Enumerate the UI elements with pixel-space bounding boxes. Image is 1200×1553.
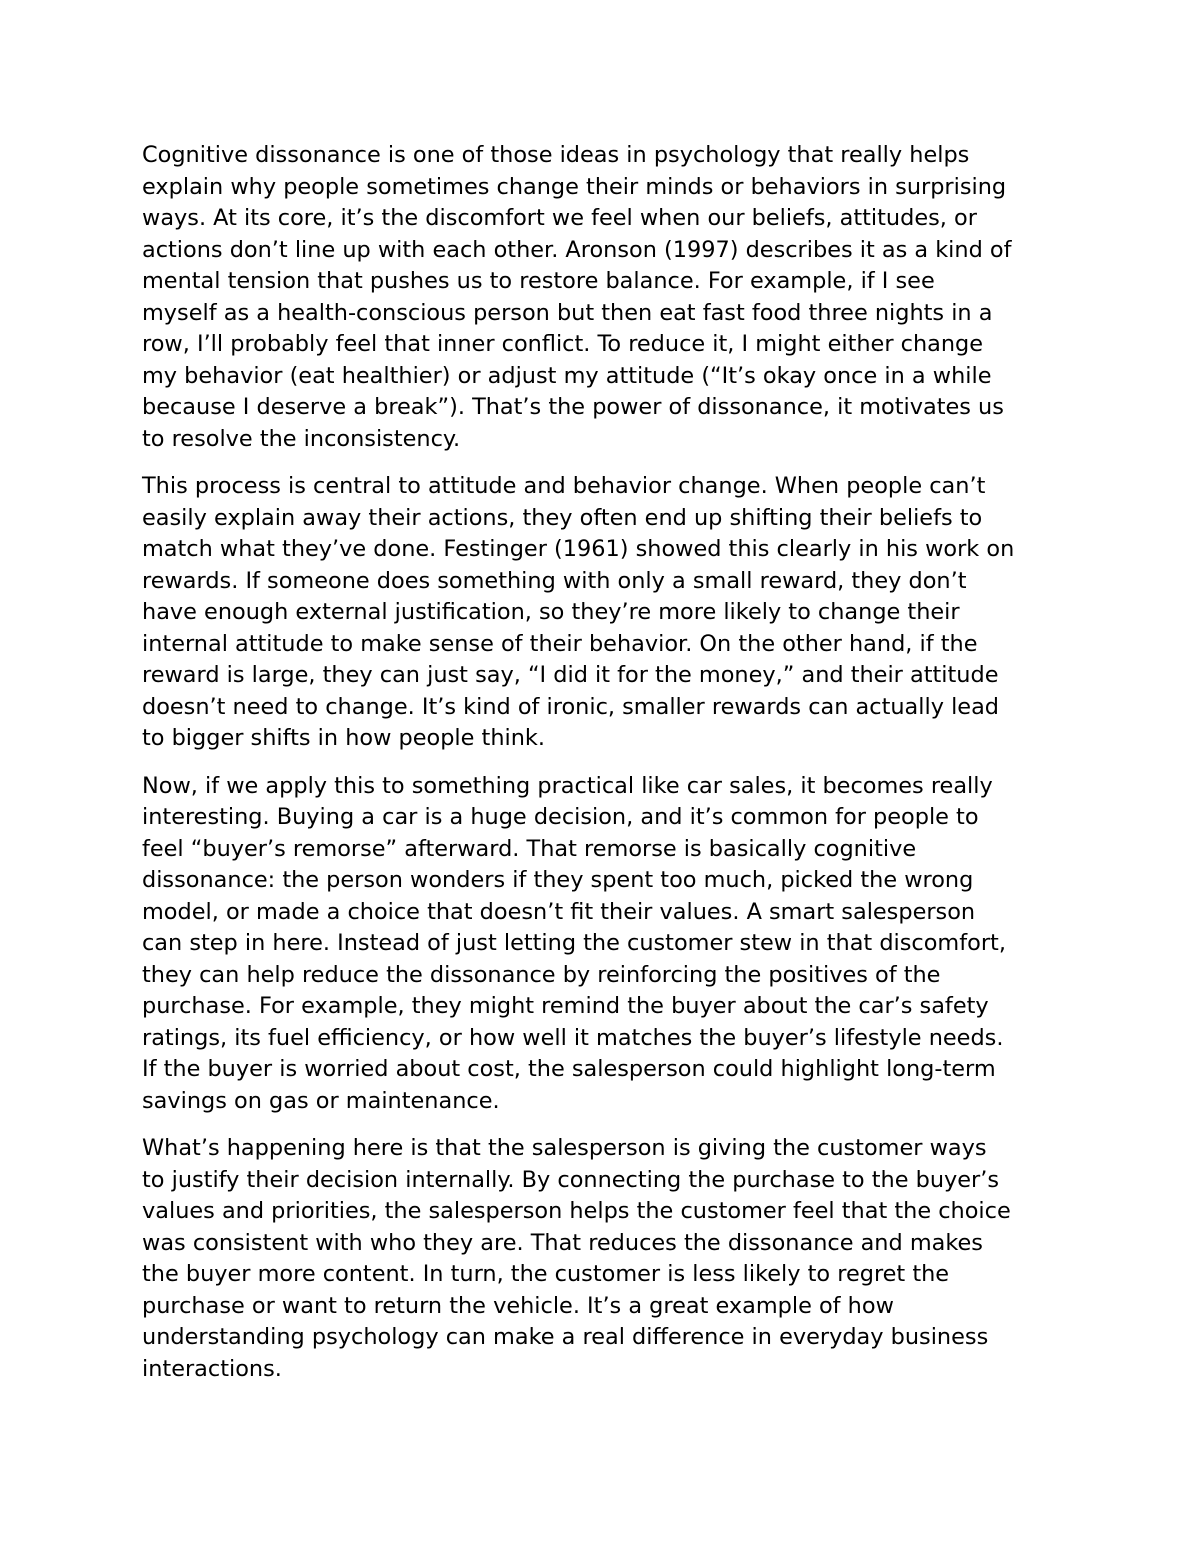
- paragraph-4: What’s happening here is that the salesperson is giving the customer ways to justify their decision internally. By connecting the purchase to the buyer’s values and priorities, the salesperson helps the customer feel that the choice was consistent with who they are. That reduces the dissonance and makes the buyer more content. In turn, the customer is less likely to regret the purchase or want to return the vehicle. It’s a great example of how understanding psychology can make a real difference in everyday business interactions.: [142, 1135, 1011, 1382]
- document-body: [142, 140, 1072, 1401]
- paragraph-1: Cognitive dissonance is one of those ideas in psychology that really helps explain why people sometimes change their minds or behaviors in surprising ways. At its core, it’s the discomfort we feel when our beliefs, attitudes, or actions don’t line up with each other. Aronson (1997) describes it as a kind of mental tension that pushes us to restore balance. For example, if I see myself as a health-conscious person but then eat fast food three nights in a row, I’ll probably feel that inner conflict. To reduce it, I might either change my behavior (eat healthier) or adjust my attitude (“It’s okay once in a while because I deserve a break”). That’s the power of dissonance, it motivates us to resolve the inconsistency.: [142, 142, 1012, 452]
- paragraph-2: This process is central to attitude and behavior change. When people can’t easily explain away their actions, they often end up shifting their beliefs to match what they’ve done. Festinger (1961) showed this clearly in his work on rewards. If someone does something with only a small reward, they don’t have enough external justification, so they’re more likely to change their internal attitude to make sense of their behavior. On the other hand, if the reward is large, they can just say, “I did it for the money,” and their attitude doesn’t need to change. It’s kind of ironic, smaller rewards can actually lead to bigger shifts in how people think.: [142, 473, 1015, 751]
- paragraph-3: Now, if we apply this to something practical like car sales, it becomes really interesting. Buying a car is a huge decision, and it’s common for people to feel “buyer’s remorse” afterward. That remorse is basically cognitive dissonance: the person wonders if they spent too much, picked the wrong model, or made a choice that doesn’t fit their values. A smart salesperson can step in here. Instead of just letting the customer stew in that discomfort, they can help reduce the dissonance by reinforcing the positives of the purchase. For example, they might remind the buyer about the car’s safety ratings, its fuel efficiency, or how well it matches the buyer’s lifestyle needs. If the buyer is worried about cost, the salesperson could highlight long-term savings on gas or maintenance.: [142, 772, 1006, 1114]
